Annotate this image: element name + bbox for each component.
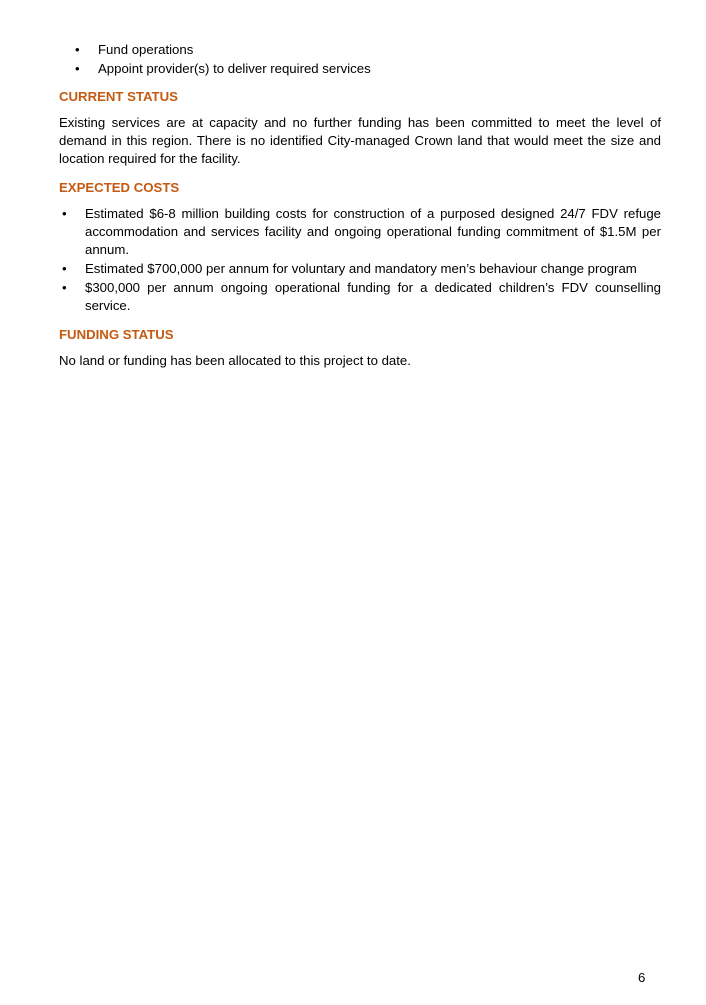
expected-costs-list — [59, 205, 661, 315]
page-number: 6 — [638, 970, 646, 985]
list-item: • $300,000 per annum ongoing operational funding for a dedicated children’s FDV counselling service. — [59, 279, 661, 315]
funding-status-heading: FUNDING STATUS — [59, 327, 174, 342]
list-item: • Estimated $6-8 million building costs for construction of a purposed designed 24/7 FDV refuge accommodation and services facility and ongoing operational funding commitment of $1.5M per annum. — [59, 205, 661, 259]
page-content — [59, 41, 661, 370]
current-status-heading: CURRENT STATUS — [59, 89, 178, 104]
list-item: • Estimated $700,000 per annum for voluntary and mandatory men’s behaviour change program — [59, 260, 661, 278]
top-bullet-list — [59, 41, 661, 78]
list-item: • Fund operations — [59, 41, 661, 59]
funding-status-paragraph: No land or funding has been allocated to this project to date. — [59, 353, 411, 368]
list-item: • Appoint provider(s) to deliver required services — [59, 60, 661, 78]
expected-costs-heading: EXPECTED COSTS — [59, 180, 180, 195]
current-status-paragraph: Existing services are at capacity and no further funding has been committed to meet the level of demand in this region. There is no identified City-managed Crown land that would meet the size and location required for the facility. — [59, 115, 661, 166]
